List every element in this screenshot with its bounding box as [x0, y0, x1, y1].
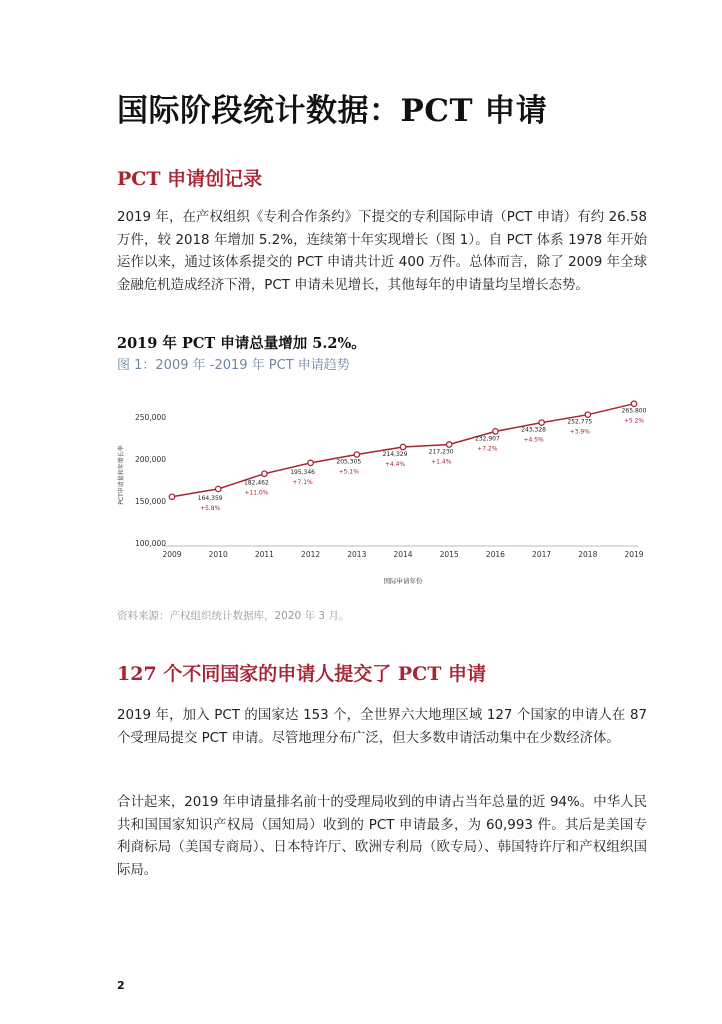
- x-tick-label: 2010: [208, 550, 228, 559]
- data-point: [308, 460, 313, 465]
- x-tick-label: 2014: [393, 550, 413, 559]
- data-point: [400, 444, 405, 449]
- data-growth-label: +5.2%: [623, 417, 645, 425]
- y-tick-label: 100,000: [134, 539, 166, 548]
- y-tick-label: 150,000: [134, 497, 166, 506]
- data-value-label: 214,329: [382, 450, 408, 458]
- x-tick-label: 2016: [485, 550, 505, 559]
- x-tick-label: 2018: [578, 550, 598, 559]
- data-point: [447, 442, 452, 447]
- x-axis-label: 国际申请年份: [383, 577, 423, 585]
- data-point: [354, 452, 359, 457]
- x-tick-label: 2017: [532, 550, 552, 559]
- y-tick-label: 200,000: [134, 455, 166, 464]
- x-tick-label: 2011: [254, 550, 274, 559]
- x-tick-label: 2013: [347, 550, 367, 559]
- x-tick-label: 2019: [624, 550, 644, 559]
- x-tick-label: 2012: [301, 550, 321, 559]
- section-countries-paragraph-2: 合计起来，2019 年申请量排名前十的受理局收到的申请占当年总量的近 94%。中华人民共和国国家知识产权局（国知局）收到的 PCT 申请最多，为 60,993 件。其后是美国专利商标局（美国专商局）、日本特许厅、欧洲专利局（欧专局）、韩国特许厅和产权组织国际局。: [117, 795, 647, 878]
- data-point: [169, 494, 174, 499]
- data-value-label: 217,230: [428, 448, 454, 456]
- y-tick-label: 250,000: [134, 413, 166, 422]
- data-growth-label: +4.5%: [523, 436, 544, 444]
- x-tick-label: 2015: [439, 550, 459, 559]
- chart-title: 2019 年 PCT 申请总量增加 5.2%。: [117, 335, 366, 352]
- data-growth-label: +7.1%: [292, 478, 313, 486]
- data-growth-label: +7.2%: [477, 445, 498, 453]
- section-record-paragraph: 2019 年，在产权组织《专利合作条约》下提交的专利国际申请（PCT 申请）有约 26.58 万件，较 2018 年增加 5.2%，连续第十年实现增长（图 1）。自 PCT 体系 1978 年开始运作以来，通过该体系提交的 PCT 申请共计近 400 万件。总体而言，除了 2009 年全球金融危机造成经济下滑，PCT 申请未见增长，其他每年的申请量均呈增长态势。: [117, 210, 647, 293]
- data-point: [631, 401, 636, 406]
- data-growth-label: +1.4%: [431, 458, 452, 466]
- data-growth-label: +5.8%: [200, 504, 221, 512]
- data-value-label: 164,359: [197, 494, 223, 502]
- data-value-label: 252,775: [567, 418, 593, 426]
- data-value-label: 182,462: [243, 479, 269, 487]
- data-point: [216, 486, 221, 491]
- data-point: [585, 412, 590, 417]
- data-growth-label: +3.9%: [569, 428, 590, 436]
- data-point: [539, 420, 544, 425]
- data-point: [493, 429, 498, 434]
- page-number: 2: [117, 979, 125, 992]
- data-value-label: 243,328: [521, 426, 547, 434]
- data-value-label: 205,305: [336, 458, 362, 466]
- figure-caption: 图 1：2009 年 -2019 年 PCT 申请趋势: [117, 358, 350, 373]
- data-point: [262, 471, 267, 476]
- source-note: 资料来源：产权组织统计数据库，2020 年 3 月。: [117, 610, 350, 622]
- x-tick-label: 2009: [162, 550, 182, 559]
- section-heading-countries: 127 个不同国家的申请人提交了 PCT 申请: [117, 663, 487, 685]
- data-value-label: 232,907: [474, 435, 500, 443]
- data-growth-label: +11.0%: [244, 489, 269, 497]
- y-axis-label: PCT申请量和年增长率: [118, 445, 125, 505]
- page-title: 国际阶段统计数据：PCT 申请: [117, 93, 548, 129]
- section-heading-record: PCT 申请创记录: [117, 168, 263, 190]
- data-value-label: 265,800: [621, 407, 647, 415]
- section-countries-paragraph-1: 2019 年，加入 PCT 的国家达 153 个，全世界六大地理区域 127 个国家的申请人在 87 个受理局提交 PCT 申请。尽管地理分布广泛，但大多数申请活动集中在少数经济体。: [117, 708, 647, 746]
- data-value-label: 195,346: [290, 468, 316, 476]
- data-growth-label: +5.1%: [338, 468, 359, 476]
- data-growth-label: +4.4%: [384, 460, 406, 468]
